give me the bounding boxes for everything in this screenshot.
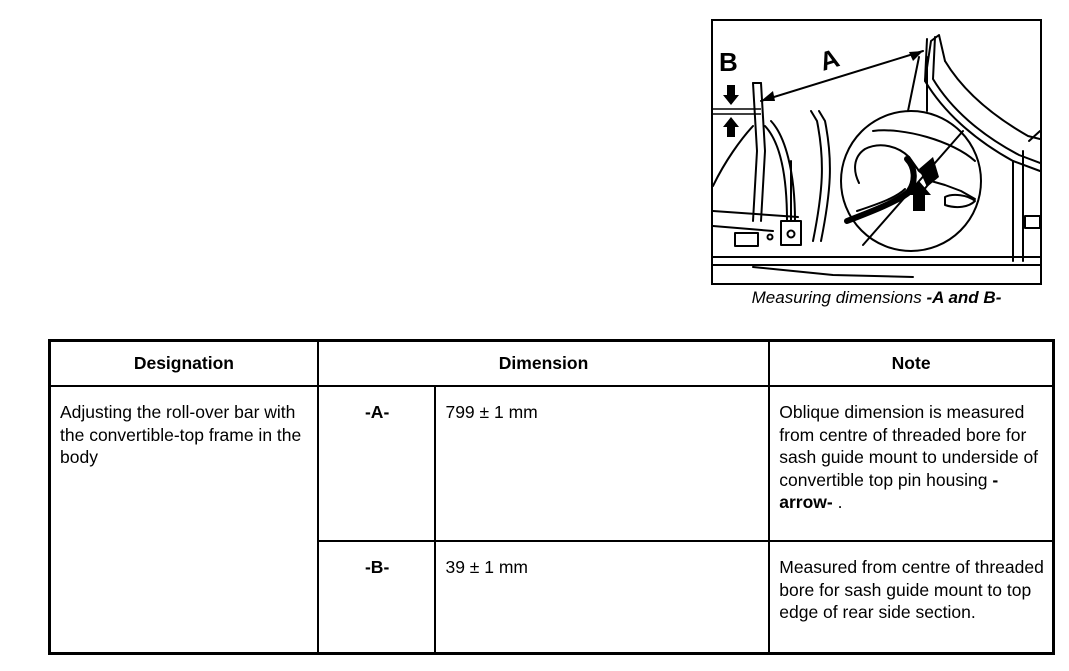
label-a: A: [815, 42, 843, 77]
caption-text: Measuring dimensions: [751, 288, 927, 307]
header-dimension: Dimension: [318, 341, 769, 387]
arrow-a-left-icon: [761, 91, 775, 101]
dimension-code: -A-: [318, 386, 436, 541]
note-cell: [769, 386, 1053, 541]
note-cell: Measured from centre of threaded bore for sash guide mount to top edge of rear side section.: [769, 541, 1053, 654]
table-header-row: [50, 341, 1054, 387]
header-designation: Designation: [50, 341, 318, 387]
table-row: [50, 386, 1054, 541]
note-bold: -arrow-: [779, 469, 999, 513]
note-text: Oblique dimension is measured from centre of threaded bore for sash guide mount to underside of convertible top pin housing: [779, 402, 1039, 490]
figure-caption: [711, 288, 1042, 308]
arrow-a-right-icon: [909, 51, 923, 61]
dimension-value: 39 ± 1 mm: [435, 541, 769, 654]
label-b: B: [719, 47, 738, 77]
measuring-diagram: [711, 19, 1042, 285]
arrow-b-down-icon: [723, 85, 739, 105]
dimension-value: 799 ± 1 mm: [435, 386, 769, 541]
header-note: Note: [769, 341, 1053, 387]
arrow-b-up-icon: [723, 117, 739, 137]
caption-bold: -A and B-: [926, 288, 1002, 307]
designation-cell: Adjusting the roll-over bar with the convertible-top frame in the body: [50, 386, 318, 654]
dimension-code: -B-: [318, 541, 436, 654]
note-tail: .: [832, 492, 843, 513]
dimensions-table: [48, 339, 1055, 655]
